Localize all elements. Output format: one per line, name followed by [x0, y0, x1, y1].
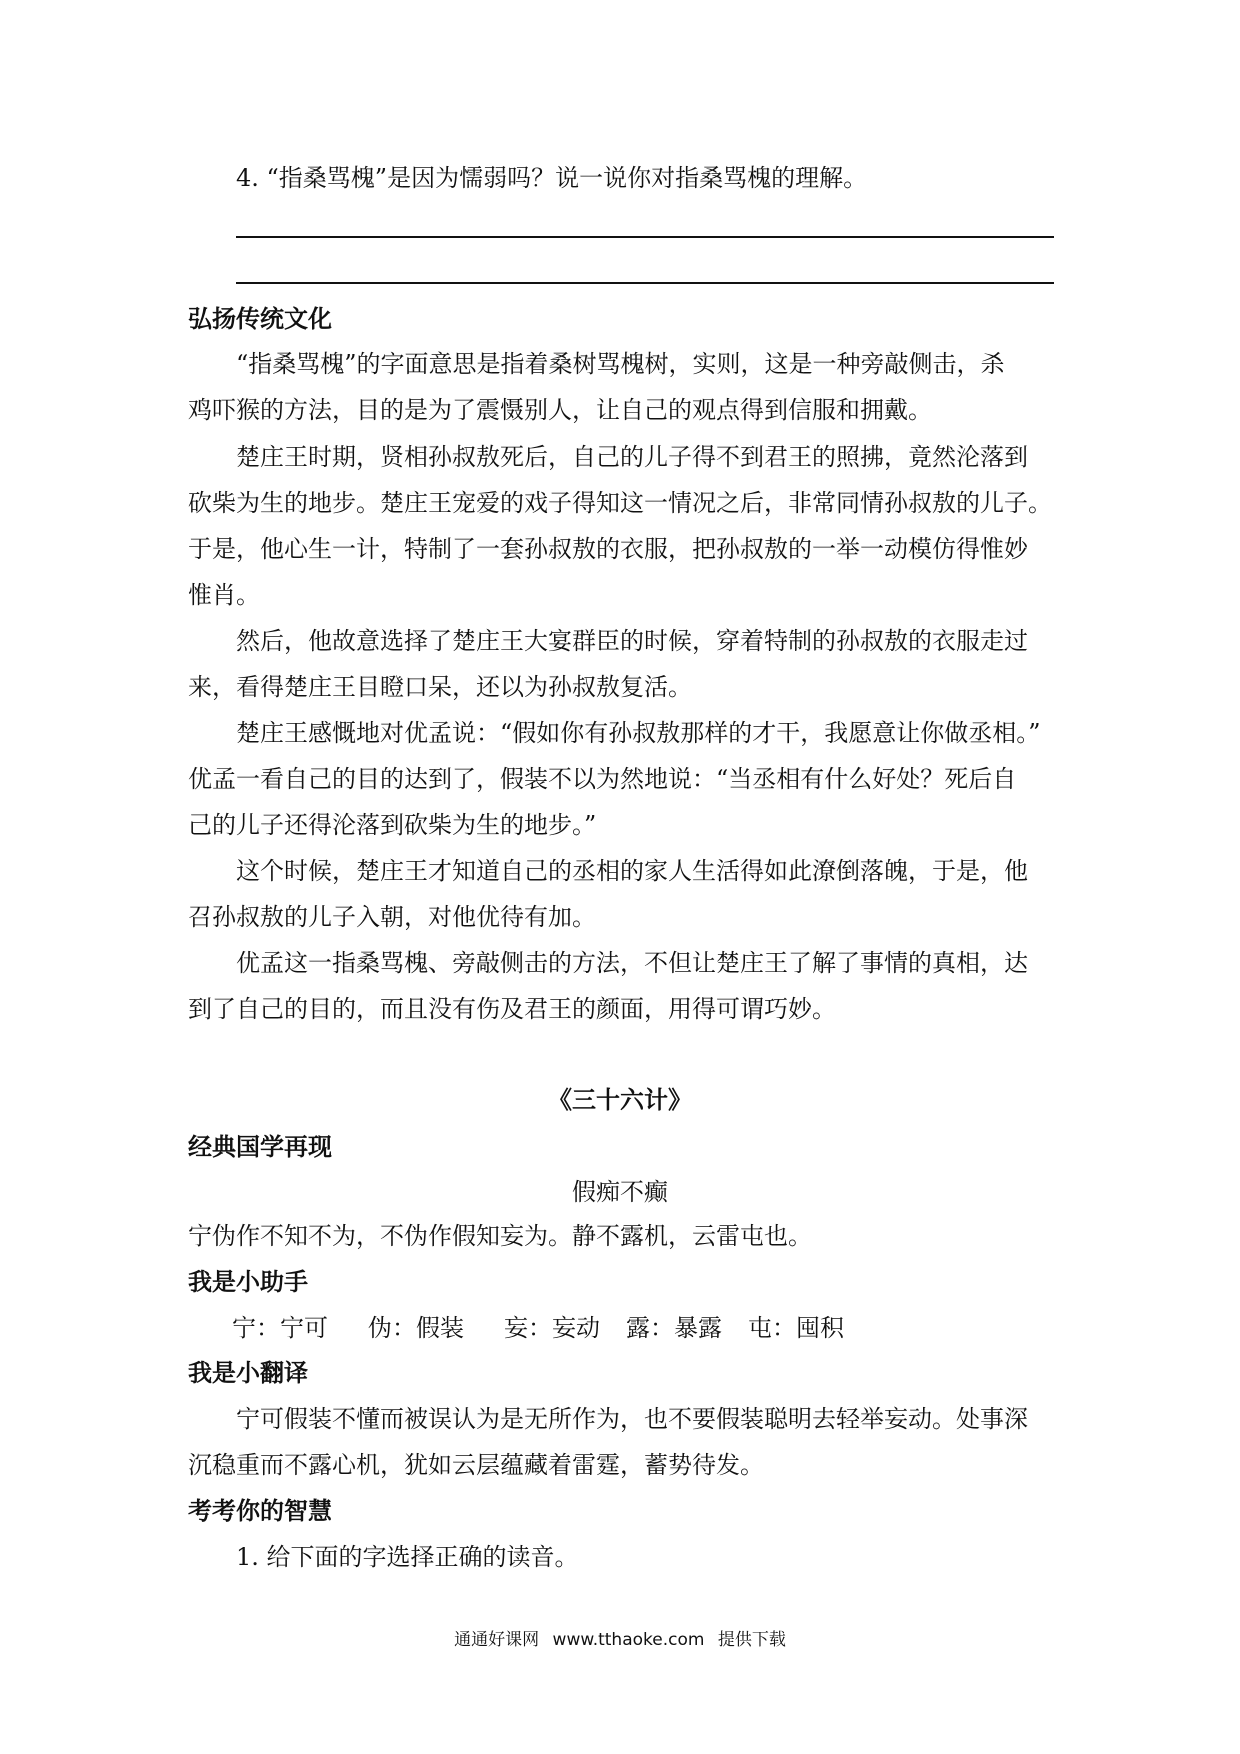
translation-line: 沉稳重而不露心机，犹如云层蕴藏着雷霆，蓄势待发。 [188, 1451, 764, 1479]
paragraph-line: “指桑骂槐”的字面意思是指着桑树骂槐树，实则，这是一种旁敲侧击，杀 [236, 350, 1005, 378]
gloss-item: 妄：妄动 [504, 1314, 600, 1342]
paragraph-line: 鸡吓猴的方法，目的是为了震慑别人，让自己的观点得到信服和拥戴。 [188, 396, 932, 424]
gloss-item: 宁：宁可 [232, 1314, 328, 1342]
gloss-item: 屯：囤积 [748, 1314, 844, 1342]
section-heading-quiz: 考考你的智慧 [188, 1497, 332, 1525]
paragraph-line: 这个时候，楚庄王才知道自己的丞相的家人生活得如此潦倒落魄，于是，他 [236, 857, 1028, 885]
poem-title: 假痴不癫 [572, 1178, 668, 1206]
question-4: 4. “指桑骂槐”是因为懦弱吗？说一说你对指桑骂槐的理解。 [236, 164, 868, 192]
paragraph-line: 优孟这一指桑骂槐、旁敲侧击的方法，不但让楚庄王了解了事情的真相，达 [236, 949, 1028, 977]
footer-note: 提供下载 [717, 1630, 786, 1650]
gloss-item: 伪：假装 [368, 1314, 464, 1342]
paragraph-line: 己的儿子还得沦落到砍柴为生的地步。” [188, 811, 597, 839]
section-heading-classic: 经典国学再现 [188, 1133, 332, 1161]
gloss-item: 露：暴露 [626, 1314, 722, 1342]
paragraph-line: 优孟一看自己的目的达到了，假装不以为然地说：“当丞相有什么好处？死后自 [188, 765, 1017, 793]
paragraph-line: 召孙叔敖的儿子入朝，对他优待有加。 [188, 903, 596, 931]
poem-text: 宁伪作不知不为，不伪作假知妄为。静不露机，云雷屯也。 [188, 1222, 812, 1250]
paragraph-line: 来，看得楚庄王目瞪口呆，还以为孙叔敖复活。 [188, 673, 692, 701]
paragraph-line: 然后，他故意选择了楚庄王大宴群臣的时候，穿着特制的孙叔敖的衣服走过 [236, 627, 1028, 655]
translation-line: 宁可假装不懂而被误认为是无所作为，也不要假装聪明去轻举妄动。处事深 [236, 1405, 1028, 1433]
page-footer [0, 1628, 1240, 1652]
section-heading-translation: 我是小翻译 [188, 1359, 308, 1387]
footer-site-name: 通通好课网 [454, 1630, 540, 1650]
section-heading-culture: 弘扬传统文化 [188, 305, 332, 333]
footer-url[interactable]: www.tthaoke.com [552, 1630, 705, 1650]
paragraph-line: 惟肖。 [188, 581, 260, 609]
quiz-question-1: 1. 给下面的字选择正确的读音。 [236, 1543, 579, 1571]
book-title: 《三十六计》 [548, 1085, 692, 1114]
answer-line-2 [236, 282, 1054, 284]
paragraph-line: 砍柴为生的地步。楚庄王宠爱的戏子得知这一情况之后，非常同情孙叔敖的儿子。 [188, 489, 1052, 517]
answer-line-1 [236, 236, 1054, 238]
gloss-row [232, 1311, 844, 1345]
paragraph-line: 到了自己的目的，而且没有伤及君王的颜面，用得可谓巧妙。 [188, 995, 836, 1023]
paragraph-line: 楚庄王感慨地对优孟说：“假如你有孙叔敖那样的才干，我愿意让你做丞相。” [236, 719, 1041, 747]
paragraph-line: 于是，他心生一计，特制了一套孙叔敖的衣服，把孙叔敖的一举一动模仿得惟妙 [188, 535, 1028, 563]
paragraph-line: 楚庄王时期，贤相孙叔敖死后，自己的儿子得不到君王的照拂，竟然沦落到 [236, 443, 1028, 471]
section-heading-helper: 我是小助手 [188, 1268, 308, 1296]
